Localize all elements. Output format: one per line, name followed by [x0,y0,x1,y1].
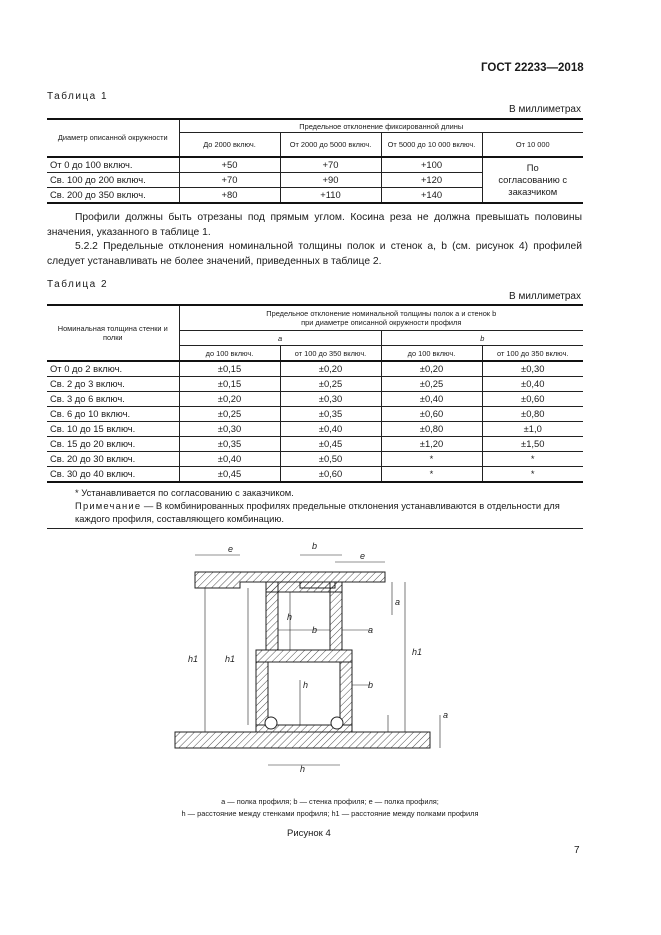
table2-notes [47,482,583,529]
row-label: Св. 3 до 6 включ. [47,392,179,407]
table-cell: ±0,35 [179,437,280,452]
table-cell: +80 [179,187,280,203]
dim-label-h-inner: h [303,680,309,690]
table1-group-header: Предельное отклонение фиксированной длины [179,119,583,133]
dim-label-e2: e [360,551,366,561]
table-cell: ±0,25 [280,377,381,392]
row-label: От 0 до 2 включ. [47,361,179,377]
table-cell: ±0,20 [381,361,482,377]
table-cell: ±0,50 [280,452,381,467]
table2-col0-header: Номинальная толщина стенки и полки [47,305,179,361]
table2 [47,304,583,529]
row-label: Св. 200 до 350 включ. [47,187,179,203]
figure-legend-line2: h — расстояние между стенками профиля; h1 — расстояние между полками профиля [181,809,479,818]
table-cell: * [482,452,583,467]
table1-col-header: От 5000 до 10 000 включ. [381,133,482,157]
table2-col-header: до 100 включ. [179,346,280,362]
table1 [47,118,583,204]
table-cell: ±0,40 [179,452,280,467]
table-cell: ±0,30 [179,422,280,437]
table-row [47,422,583,437]
table1-col-header: От 2000 до 5000 включ. [280,133,381,157]
table2-units: В миллиметрах [509,291,581,302]
paragraph-cut: Профили должны быть отрезаны под прямым углом. Косина реза не должна превышать половины значения, указанного в таблице 1. [47,212,582,238]
table-row [47,407,583,422]
table-row [47,467,583,483]
dim-label-b3: b [368,680,374,690]
paragraph-5-2-2: 5.2.2 Предельные отклонения номинальной толщины полок и стенок a, b (см. рисунок 4) профилей следует устанавливать не более значений, приведенных в таблице 2. [47,241,582,267]
figure-caption: Рисунок 4 [287,828,331,839]
table2-col-header: от 100 до 350 включ. [482,346,583,362]
table-row [47,377,583,392]
table-cell: * [381,452,482,467]
row-label: Св. 10 до 15 включ. [47,422,179,437]
table-cell: ±0,30 [482,361,583,377]
table-cell: * [381,467,482,483]
dim-label-h1-mid: h1 [225,654,236,664]
row-label: Св. 15 до 20 включ. [47,437,179,452]
table2-col-header: до 100 включ. [381,346,482,362]
dim-label-a3: a [443,710,449,720]
table-cell: ±0,25 [381,377,482,392]
table1-col0-header: Диаметр описанной окружности [47,119,179,157]
row-label: Св. 100 до 200 включ. [47,172,179,187]
table-cell: ±0,15 [179,377,280,392]
table-cell: ±0,20 [280,361,381,377]
table-row [47,157,583,173]
dim-label-h-vert: h [287,612,293,622]
table2-footnote: * Устанавливается по согласованию с заказчиком. [75,487,294,498]
table2-sub-a: a [179,331,381,346]
row-label: Св. 20 до 30 включ. [47,452,179,467]
table2-note [75,499,580,525]
dim-label-h1-left: h1 [188,654,199,664]
row-label: От 0 до 100 включ. [47,157,179,173]
dim-label-b2: b [312,625,318,635]
table-cell: ±0,40 [280,422,381,437]
table-cell: +140 [381,187,482,203]
dim-label-a2: a [368,625,374,635]
table1-caption: Таблица 1 [47,91,109,102]
table-cell: ±0,40 [482,377,583,392]
table-cell: ±0,60 [280,467,381,483]
table-cell: ±1,0 [482,422,583,437]
table-cell: ±0,45 [179,467,280,483]
table-cell: +110 [280,187,381,203]
table-cell: ±1,50 [482,437,583,452]
table-cell: ±0,15 [179,361,280,377]
dim-label-b: b [312,541,318,551]
table-cell: +120 [381,172,482,187]
table-row [47,361,583,377]
dim-label-h-bottom: h [300,764,306,774]
profile-drawing [160,540,460,780]
table-cell: +90 [280,172,381,187]
table1-col-header: До 2000 включ. [179,133,280,157]
table2-sub-b: b [381,331,583,346]
table1-col-header: От 10 000 [482,133,583,157]
dim-label-a: a [395,597,401,607]
table2-group-header-line2: при диаметре описанной окружности профиля [301,318,462,327]
table-cell: +100 [381,157,482,173]
table2-group-header [179,305,583,331]
table-cell: ±0,60 [482,392,583,407]
row-label: Св. 30 до 40 включ. [47,467,179,483]
page-number: 7 [574,845,580,856]
table-cell: +50 [179,157,280,173]
figure-legend [100,796,560,820]
table-cell: ±0,20 [179,392,280,407]
table-row [47,392,583,407]
table-cell: ±0,45 [280,437,381,452]
note-lead: Примечание [75,500,142,511]
note-text: — В комбинированных профилях предельные отклонения устанавливаются в отдельности для каждого профиля, составляющего комбинацию. [75,500,560,524]
table-cell: ±0,60 [381,407,482,422]
dim-label-e: e [228,544,234,554]
table-cell: ±1,20 [381,437,482,452]
row-label: Св. 2 до 3 включ. [47,377,179,392]
table2-caption: Таблица 2 [47,279,109,290]
row-label: Св. 6 до 10 включ. [47,407,179,422]
table2-col-header: от 100 до 350 включ. [280,346,381,362]
table-cell: * [482,467,583,483]
table-cell: ±0,30 [280,392,381,407]
table-cell: +70 [280,157,381,173]
table-cell: +70 [179,172,280,187]
table-row [47,452,583,467]
table-cell: ±0,25 [179,407,280,422]
dim-label-h1-right: h1 [412,647,423,657]
table2-group-header-line1: Предельное отклонение номинальной толщины полок a и стенок b [266,309,497,318]
document-code: ГОСТ 22233—2018 [481,62,584,74]
table-cell: ±0,80 [381,422,482,437]
table1-units: В миллиметрах [509,104,581,115]
table-row [47,437,583,452]
figure-legend-line1: a — полка профиля; b — стенка профиля; e — полка профиля; [221,797,439,806]
table-cell: ±0,80 [482,407,583,422]
table-cell-merged: По согласованию с заказчиком [482,157,583,203]
table-cell: ±0,40 [381,392,482,407]
table-cell: ±0,35 [280,407,381,422]
